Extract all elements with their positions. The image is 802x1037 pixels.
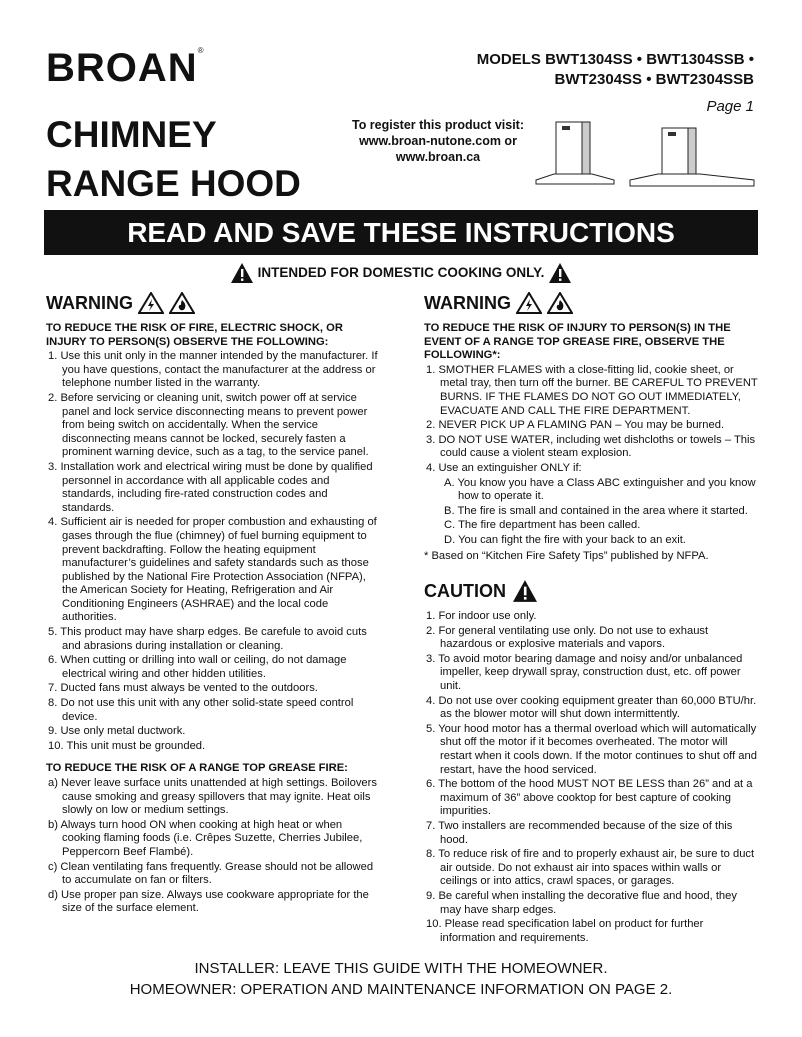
warning-heading: WARNING [424, 290, 758, 316]
list-item: 3. DO NOT USE WATER, including wet dishcloths or towels – This could cause a violent steam explosion. [426, 433, 756, 460]
list-item: 4. Sufficient air is needed for proper combustion and exhausting of gases through the flue (chimney) of fuel burning equipment to prevent backdrafting. Follow the heating equipment manufacturer’s guidelines and safety standards such as those published by the National Fire Protection Association (NFPA), the American Society for Heating, Refrigeration and Air Conditioning Engineers (ASHRAE) and the local code authorities. [48, 516, 377, 624]
list-item: 5. This product may have sharp edges. Be carefule to avoid cuts and abrasions during installation or cleaning. [48, 626, 367, 652]
footnote: * Based on “Kitchen Fire Safety Tips” published by NFPA. [424, 549, 709, 562]
list-item: 1. For indoor use only. [426, 610, 537, 623]
list-item: 1. Use this unit only in the manner intended by the manufacturer. If you have questions, contact the manufacturer at the address or telephone number listed in the warranty. [48, 350, 378, 390]
list-item: 7. Ducted fans must always be vented to the outdoors. [48, 682, 318, 695]
list-item: 4. Do not use over cooking equipment greater than 60,000 BTU/hr. as the blower motor will shut down intermittently. [426, 694, 757, 721]
list-item: a) Never leave surface units unattended at high settings. Boilovers cause smoking and greasy spillovers that may ignite. Heat oils slowly on low or medium settings. [48, 777, 377, 817]
footer-line-1: INSTALLER: LEAVE THIS GUIDE WITH THE HOMEOWNER. [194, 960, 608, 977]
list-item: 9. Use only metal ductwork. [48, 725, 186, 738]
caution-heading: CAUTION [424, 578, 758, 604]
page-title [46, 110, 301, 208]
title-line-2: RANGE HOOD [46, 163, 301, 204]
list-item: b) Always turn hood ON when cooking at high heat or when cooking flaming foods (i.e. Crêpes Suzette, Cherries Jubilee, Peppercorn Beef Flambé). [48, 818, 363, 858]
electric-shock-icon [516, 292, 542, 314]
model-line-2: BWT2304SS • BWT2304SSB [554, 71, 754, 88]
warning-heading: WARNING [46, 290, 380, 316]
list-item: 1. SMOTHER FLAMES with a close-fitting lid, cookie sheet, or metal tray, then turn off the burner. BE CAREFUL TO PREVENT BURNS. IF THE FLAMES DO NOT GO OUT IMMEDIATELY, EVACUATE AND CALL THE FIRE DEPARTMENT. [426, 363, 758, 417]
warning-triangle-icon [230, 262, 254, 284]
list-item: d) Use proper pan size. Always use cookware appropriate for the size of the surface element. [48, 888, 369, 915]
list-item: 3. Installation work and electrical wiring must be done by qualified personnel in accordance with all applicable codes and standards, including fire-rated construction codes and standards. [48, 460, 373, 514]
list-item: 6. When cutting or drilling into wall or ceiling, do not damage electrical wiring and other hidden utilities. [48, 654, 347, 680]
range-hood-illustration [534, 118, 756, 194]
right-intro: TO REDUCE THE RISK OF INJURY TO PERSON(S) IN THE EVENT OF A RANGE TOP GREASE FIRE, OBSERVE THE FOLLOWING*: [424, 322, 731, 362]
list-subitem: B. The fire is small and contained in the area where it started. [444, 504, 748, 517]
read-save-banner: READ AND SAVE THESE INSTRUCTIONS [44, 210, 758, 255]
list-subitem: D. You can fight the fire with your back to an exit. [444, 533, 686, 546]
list-item: 10. Please read specification label on product for further information and requirements. [426, 918, 704, 944]
list-item: 3. To avoid motor bearing damage and noisy and/or unbalanced impeller, keep drywall spray, construction dust, etc. off power unit. [426, 652, 743, 693]
footer-line-2: HOMEOWNER: OPERATION AND MAINTENANCE INFORMATION ON PAGE 2. [129, 981, 673, 998]
warning-triangle-icon [548, 262, 572, 284]
register-link-1[interactable]: www.broan-nutone.com or [359, 134, 517, 148]
model-numbers [477, 50, 754, 90]
list-item: 8. Do not use this unit with any other solid-state speed control device. [48, 697, 354, 723]
list-item: c) Clean ventilating fans frequently. Grease should not be allowed to accumulate on fan or filters. [48, 860, 374, 887]
list-item: 4. Use an extinguisher ONLY if: [426, 461, 582, 474]
list-item: 5. Your hood motor has a thermal overload which will automatically shut off the motor if it becomes overheated. The motor will restart when it cools down. If the motor continues to shut off and restart, have the hood serviced. [426, 722, 757, 776]
fire-icon [169, 292, 195, 314]
left-intro: TO REDUCE THE RISK OF FIRE, ELECTRIC SHOCK, OR INJURY TO PERSON(S) OBSERVE THE FOLLOWING: [46, 322, 343, 348]
title-line-1: CHIMNEY [46, 114, 217, 155]
page-number: Page 1 [706, 98, 754, 115]
register-line-1: To register this product visit: [351, 118, 524, 132]
list-subitem: C. The fire department has been called. [444, 519, 641, 532]
domestic-notice [0, 262, 802, 284]
broan-logo: BROAN® [46, 46, 205, 90]
list-item: 2. Before servicing or cleaning unit, switch power off at service panel and lock service disconnecting means to prevent power from being switch on accidentally. When the service disconnecting means cannot be locked, securely fasten a prominent warning device, such as a tag, to the service panel. [48, 391, 369, 459]
list-item: 6. The bottom of the hood MUST NOT BE LESS than 26” and at a maximum of 36” above cooktop for best capture of cooking impurities. [426, 778, 753, 818]
list-item: 8. To reduce risk of fire and to properly exhaust air, be sure to duct air outside. Do not exhaust air into spaces within walls or ceilings or into attics, crawl spaces, or garages. [426, 848, 755, 888]
electric-shock-icon [138, 292, 164, 314]
register-link-2[interactable]: www.broan.ca [395, 150, 481, 164]
list-item: 2. For general ventilating use only. Do not use to exhaust hazardous or explosive materials and vapors. [426, 624, 709, 651]
list-item: 9. Be careful when installing the decorative flue and hood, they may have sharp edges. [426, 889, 737, 916]
grease-fire-heading: TO REDUCE THE RISK OF A RANGE TOP GREASE FIRE: [46, 762, 348, 775]
warning-triangle-icon [511, 579, 539, 603]
list-item: 7. Two installers are recommended because of the size of this hood. [426, 820, 733, 846]
model-line-1: MODELS BWT1304SS • BWT1304SSB • [476, 51, 754, 68]
right-column [424, 290, 758, 946]
left-column [46, 290, 380, 917]
list-item: 2. NEVER PICK UP A FLAMING PAN – You may be burned. [426, 419, 725, 432]
domestic-text: INTENDED FOR DOMESTIC COOKING ONLY. [257, 265, 545, 280]
list-item: 10. This unit must be grounded. [48, 739, 206, 752]
list-subitem: A. You know you have a Class ABC extinguisher and you know how to operate it. [444, 476, 756, 503]
footer-notice [0, 958, 802, 1000]
register-note [338, 117, 538, 165]
fire-icon [547, 292, 573, 314]
